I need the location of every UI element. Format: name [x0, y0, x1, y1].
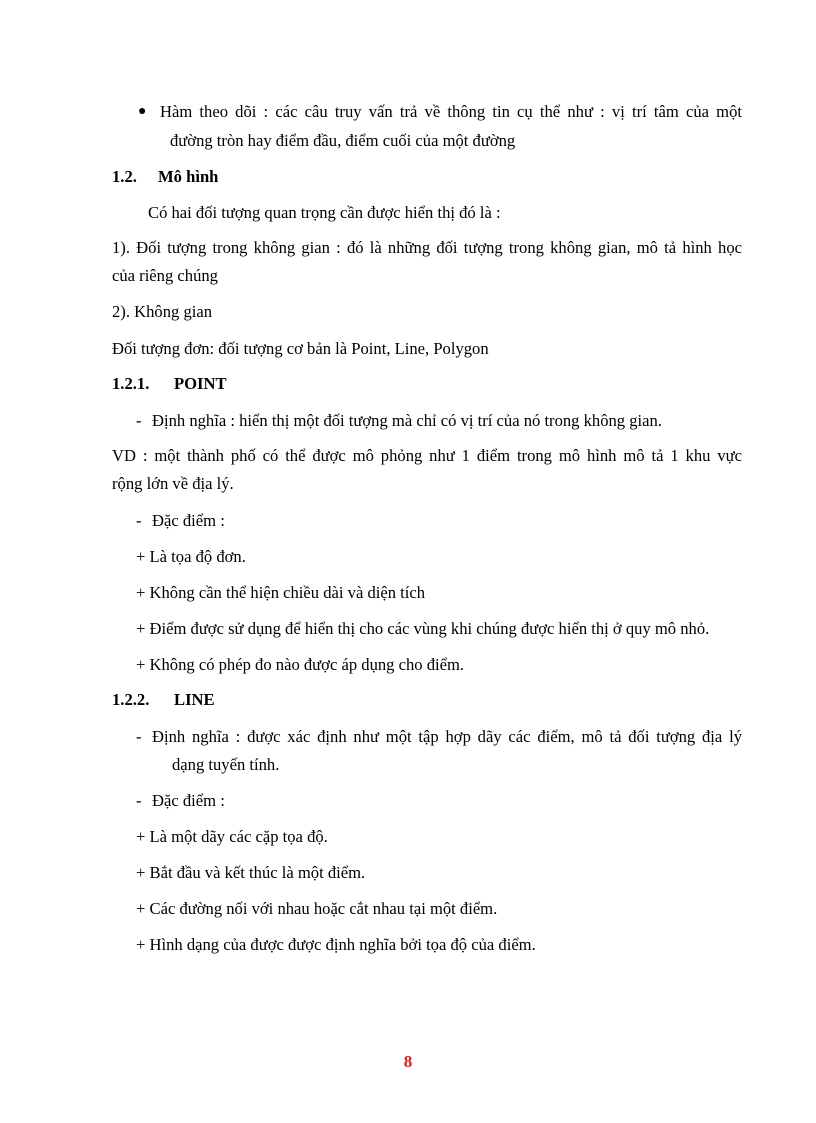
simple-objects-text: Đối tượng đơn: đối tượng cơ bản là Point, Line, Polygon [112, 339, 489, 358]
section-title: POINT [174, 374, 227, 393]
section-title: LINE [174, 690, 215, 709]
point-definition: Định nghĩa : hiển thị một đối tượng mà chỉ có vị trí của nó trong không gian. [152, 411, 662, 430]
bullet-item-line-2: đường tròn hay điểm đầu, điểm cuối của một đường [170, 131, 516, 150]
page-number: 8 [403, 1052, 413, 1071]
bullet-item-line-1: Hàm theo dõi : các câu truy vấn trả về thông tin cụ thể như : vị trí tâm của một [160, 102, 742, 121]
bullet-icon: ● [138, 104, 147, 119]
section-number: 1.2.1. [112, 374, 150, 393]
line-feature-4: + Hình dạng của được được định nghĩa bởi tọa độ của điểm. [136, 935, 536, 954]
dash-icon: - [136, 511, 142, 530]
section-intro: Có hai đối tượng quan trọng cần được hiển thị đó là : [148, 203, 501, 222]
point-feature-3: + Điểm được sử dụng để hiển thị cho các vùng khi chúng được hiển thị ở quy mô nhỏ. [136, 619, 710, 638]
list-item-1-line-2: của riêng chúng [112, 266, 218, 285]
point-example-line-1: VD : một thành phố có thể được mô phỏng như 1 điểm trong mô hình mô tả 1 khu vực [112, 446, 742, 465]
point-example-line-2: rộng lớn về địa lý. [112, 474, 234, 493]
section-number: 1.2.2. [112, 690, 150, 709]
dash-icon: - [136, 411, 142, 430]
section-title: Mô hình [158, 167, 219, 186]
list-item-1-line-1: 1). Đối tượng trong không gian : đó là những đối tượng trong không gian, mô tả hình học [112, 238, 742, 257]
line-definition-line-2: dạng tuyến tính. [172, 755, 280, 774]
point-feature-1: + Là tọa độ đơn. [136, 547, 246, 566]
point-feature-2: + Không cần thể hiện chiều dài và diện tích [136, 583, 426, 602]
line-feature-2: + Bắt đầu và kết thúc là một điểm. [136, 863, 366, 882]
line-features-label: Đặc điểm : [152, 791, 225, 810]
section-number: 1.2. [112, 167, 137, 186]
section-heading-1-2 [112, 167, 742, 187]
section-heading-line [112, 690, 742, 710]
line-feature-3: + Các đường nối với nhau hoặc cắt nhau tại một điểm. [136, 899, 498, 918]
dash-icon: - [136, 791, 142, 810]
point-features-label: Đặc điểm : [152, 511, 225, 530]
list-item-2: 2). Không gian [112, 302, 213, 321]
line-feature-1: + Là một dãy các cặp tọa độ. [136, 827, 328, 846]
dash-icon: - [136, 727, 142, 746]
line-definition-line-1: Định nghĩa : được xác định như một tập hợp dãy các điểm, mô tả đối tượng địa lý [152, 727, 742, 746]
section-heading-point [112, 374, 742, 394]
point-feature-4: + Không có phép đo nào được áp dụng cho điểm. [136, 655, 465, 674]
